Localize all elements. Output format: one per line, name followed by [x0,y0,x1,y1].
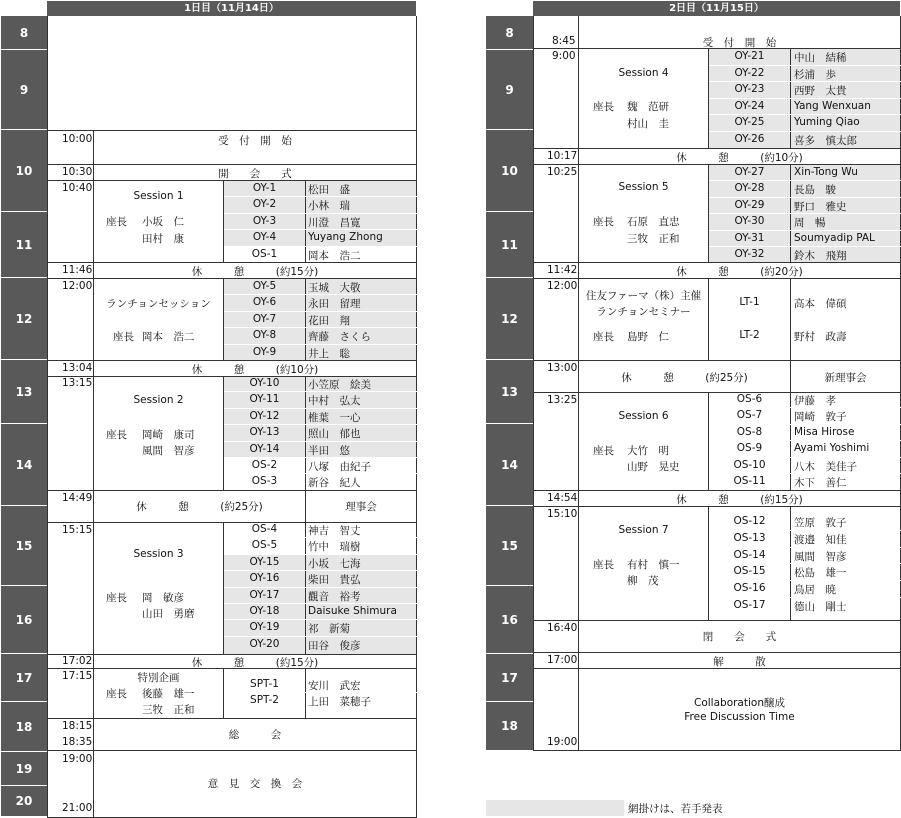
session1-title: Session 1 [133,190,184,202]
d2-time-1510: 15:10 [547,508,578,520]
special-presenter-name: 上田 菜穂子 [308,696,371,709]
time-2100: 21:00 [62,802,93,814]
session2-presenter-id: OY-11 [249,393,280,406]
session6-presenter-name: 岡崎 敦子 [794,411,847,424]
day2-hour-13: 13 [486,360,533,424]
session1-presenter-name: 川澄 昌寛 [308,216,361,229]
session5-chair2: 三牧 正和 [627,233,680,245]
session5-presenter-id: OY-27 [734,166,765,178]
session5-presenter-id: OY-32 [734,248,765,260]
day2-hour-10: 10 [486,130,533,212]
time-1315: 13:15 [62,377,93,389]
exchange-meeting: 意 見 交 換 会 [207,778,303,790]
session2-chair-label: 座長 [106,429,127,441]
d2-break-3: 休 憩 (約25分) [621,372,748,384]
session1-presenter-id: OY-4 [252,231,277,244]
session1-presenter-name: 松田 盛 [308,184,350,196]
session5-chair1: 石原 直忠 [627,216,680,228]
session5-presenter-id: OY-30 [734,215,765,228]
d2-break-4: 休 憩 (約15分) [676,494,803,506]
session5-presenter-id: OY-31 [734,231,765,244]
session6-presenter-id: OS-9 [736,442,763,455]
board-meeting: 理事会 [345,501,377,513]
lunch-presenter-id: OY-7 [252,312,277,325]
session4-presenter-name: 喜多 慎太郎 [794,135,857,147]
time-1304: 13:04 [62,362,93,374]
d2-dismiss: 解 散 [713,656,766,668]
session2-presenter-id: OY-12 [249,409,280,422]
session3-chair1: 岡 敏彦 [142,592,184,604]
session1-presenter-id: OY-2 [252,198,277,211]
day2-hour-16: 16 [486,586,533,654]
day1-hour-8: 8 [1,16,47,50]
session3-presenter-id: OY-16 [249,572,280,585]
session2-presenter-name: 半田 悠 [308,444,350,457]
session6-presenter-id: OS-8 [736,425,763,438]
d2-time-0845: 8:45 [552,35,576,47]
lunch-presenter-id: OY-9 [252,345,277,358]
session3-chair-label: 座長 [106,592,127,604]
d2-time-1300: 13:00 [547,362,578,374]
session5-presenter-id: OY-28 [734,182,765,195]
session7-presenter-name: 德山 剛士 [794,601,847,613]
session6-presenter-name: Misa Hirose [794,425,855,438]
session3-presenter-name: Daisuke Shimura [308,605,397,617]
session1-presenter-id: OY-1 [252,182,277,194]
session7-presenter-id: OS-16 [733,582,766,595]
session6-presenter-name: 木下 善仁 [794,477,847,489]
day1-hour-16: 16 [1,586,47,654]
special-presenter-id: SPT-2 [250,694,279,707]
day2-hour-14: 14 [486,424,533,506]
session4-presenter-name: Yuming Qiao [794,116,860,129]
session2-title: Session 2 [133,394,184,406]
session6-presenter-id: OS-11 [733,475,766,487]
session3-presenter-id: OY-19 [249,621,280,634]
session7-presenter-id: OS-12 [733,515,766,527]
d2-time-1325: 13:25 [547,394,578,406]
special-chair2: 三牧 正和 [142,704,195,716]
session5-presenter-name: 野口 雅史 [794,200,847,213]
session3-title: Session 3 [133,548,184,560]
session4-presenter-id: OY-21 [734,50,765,62]
session6-chair2: 山野 晃史 [627,461,680,473]
lt1-id: LT-1 [739,296,760,308]
day1-hour-14: 14 [1,424,47,506]
session1-chair-label: 座長 [106,216,127,228]
day1-hour-10: 10 [1,130,47,212]
day1-header: 1日目（11月14日） [47,1,416,16]
time-1040: 10:40 [62,182,93,194]
session5-chair-label: 座長 [593,216,614,228]
d2-break-1: 休 憩 (約10分) [676,152,803,164]
d2-time-0900: 9:00 [552,50,576,62]
d2-time-1454: 14:54 [547,492,578,504]
lunch-presenter-name: 玉城 大敬 [308,282,361,294]
break-3: 休 憩 (約25分) [136,501,263,513]
session5-presenter-name: 長島 駿 [794,184,836,197]
session4-presenter-id: OY-23 [734,83,765,96]
legend-text: 網掛けは、若手発表 [628,803,723,815]
session3-presenter-name: 祁 新菊 [308,623,350,636]
d2-new-board: 新理事会 [824,372,867,384]
session1-chair1: 小坂 仁 [142,216,184,228]
d2-lunch-chair: 島野 仁 [627,331,669,343]
session7-presenter-name: 笠原 敦子 [794,517,847,529]
break-4: 休 憩 (約15分) [191,657,319,669]
lunch-presenter-id: OY-6 [252,296,277,309]
lunch-presenter-name: 齊藤 さくら [308,331,371,344]
time-1900: 19:00 [62,753,93,765]
session6-presenter-id: OS-7 [736,409,763,422]
session4-presenter-id: OY-24 [734,99,765,112]
session4-presenter-id: OY-26 [734,133,765,145]
session4-presenter-name: 杉浦 歩 [794,68,836,81]
session6-presenter-id: OS-6 [736,393,763,405]
special-chair-label: 座長 [106,688,127,700]
legend-swatch [486,800,624,816]
session7-presenter-name: 松島 雄一 [794,567,847,580]
session3-presenter-name: 神吉 智丈 [308,525,361,537]
day2-hour-9: 9 [486,50,533,130]
session6-presenter-name: 八木 美佳子 [794,460,857,473]
session5-presenter-name: 鈴木 飛翔 [794,250,847,262]
session2-presenter-name: 照山 郁也 [308,428,361,441]
day2-hour-12: 12 [486,278,533,360]
session6-presenter-name: Ayami Yoshimi [794,442,870,455]
session3-presenter-name: 柴田 貴弘 [308,574,361,587]
session4-presenter-id: OY-25 [734,116,765,129]
session2-presenter-id: OS-3 [251,475,278,488]
session3-presenter-id: OY-18 [249,605,280,617]
time-1030: 10:30 [62,166,93,178]
day2-header: 2日目（11月15日） [533,1,900,16]
session7-presenter-id: OS-17 [733,599,766,611]
session4-presenter-id: OY-22 [734,66,765,79]
time-1815: 18:15 [62,720,93,732]
day2-hour-8: 8 [486,16,533,50]
d2-time-1700: 17:00 [547,654,578,666]
time-1146: 11:46 [62,264,93,276]
time-1515: 15:15 [62,524,93,536]
session3-presenter-id: OY-17 [249,588,280,601]
session6-title: Session 6 [618,410,669,422]
session2-presenter-id: OS-2 [251,459,278,471]
session3-presenter-name: 竹中 瑞樹 [308,541,361,554]
day2-hour-18: 18 [486,702,533,751]
day2-hour-17: 17 [486,654,533,702]
session6-presenter-id: OS-10 [733,458,766,471]
lunch-presenter-id: OY-5 [252,280,277,292]
day1-hour-19: 19 [1,752,47,786]
reception-open: 受 付 開 始 [218,135,292,147]
general-meeting: 総 会 [228,729,282,741]
session2-presenter-name: 八塚 由紀子 [308,461,371,473]
break-1: 休 憩 (約15分) [191,266,319,278]
lunch-chair: 岡本 浩二 [142,331,195,343]
session2-chair1: 岡崎 康司 [142,429,195,441]
time-1702: 17:02 [62,655,93,667]
d2-time-1200: 12:00 [547,280,578,292]
d2-collab-1: Collaboration醸成 [694,697,785,709]
lunch-title: ランチョンセッション [106,298,211,310]
d2-break-2: 休 憩 (約20分) [676,266,803,278]
d2-lunch-title1: 住友ファーマ（株）主催 [585,290,702,302]
day2-hour-11: 11 [486,212,533,278]
d2-lunch-chair-label: 座長 [593,331,614,343]
session7-chair2: 柳 茂 [627,575,659,587]
session7-presenter-id: OS-15 [733,565,766,578]
time-1200: 12:00 [62,280,93,292]
d2-time-1017: 10:17 [547,150,578,162]
lunch-presenter-name: 花田 翔 [308,314,350,327]
session4-title: Session 4 [618,67,669,79]
session7-presenter-name: 風間 智彦 [794,550,847,563]
lt1-name: 高本 偉碩 [794,298,847,310]
special-presenter-name: 安川 武宏 [308,680,361,692]
session5-presenter-name: 周 暢 [794,217,826,230]
session5-title: Session 5 [618,181,669,193]
session3-presenter-name: 觀音 裕考 [308,590,361,603]
session2-chair2: 風間 智彦 [142,445,195,457]
session3-presenter-id: OY-20 [249,637,280,650]
session7-presenter-id: OS-14 [733,548,766,561]
lunch-presenter-id: OY-8 [252,329,277,342]
session4-chair2: 村山 圭 [627,118,669,130]
d2-closing: 閉 会 式 [702,631,777,643]
session7-presenter-name: 鳥居 暁 [794,584,836,597]
d2-collab-2: Free Discussion Time [684,711,795,723]
session2-presenter-id: OY-14 [249,442,280,455]
session7-presenter-id: OS-13 [733,531,766,544]
session2-presenter-name: 中村 弘太 [308,395,361,408]
session1-presenter-name: Yuyang Zhong [308,231,383,244]
day1-hour-15: 15 [1,506,47,586]
time-1449: 14:49 [62,492,93,504]
session5-presenter-name: Soumyadip PAL [794,231,875,244]
break-2: 休 憩 (約10分) [191,364,319,376]
session4-chair1: 魏 范研 [627,101,669,113]
d2-time-1640: 16:40 [547,622,578,634]
session2-presenter-name: 小笠原 絵美 [308,379,371,391]
session4-presenter-name: 中山 結稀 [794,52,847,64]
session7-title: Session 7 [618,524,669,536]
d2-reception-open: 受 付 開 始 [702,37,777,49]
session7-chair1: 有村 慎一 [627,559,680,571]
session3-presenter-id: OY-15 [249,555,280,568]
special-chair1: 後藤 雄一 [142,688,195,700]
session5-presenter-name: Xin-Tong Wu [794,166,858,178]
day1-hour-20: 20 [1,786,47,817]
session4-presenter-name: 西野 太貴 [794,85,847,98]
session1-presenter-id: OS-1 [251,247,278,260]
session3-presenter-id: OS-4 [251,523,278,535]
session3-presenter-name: 田谷 俊彦 [308,639,361,652]
special-title: 特別企画 [137,672,180,684]
session1-chair2: 田村 康 [142,233,184,245]
day2-hour-15: 15 [486,506,533,586]
session3-presenter-id: OS-5 [251,539,278,552]
session6-chair-label: 座長 [593,445,614,457]
d2-time-1025: 10:25 [547,166,578,178]
d2-time-1142: 11:42 [547,264,578,276]
session1-presenter-name: 小林 瑞 [308,200,350,213]
session4-presenter-name: Yang Wenxuan [794,99,871,112]
session7-presenter-name: 渡邉 知佳 [794,533,847,546]
d2-lunch-title2: ランチョンセミナー [596,306,691,318]
session5-presenter-id: OY-29 [734,198,765,211]
session2-presenter-id: OY-10 [249,377,280,389]
session6-presenter-name: 伊藤 孝 [794,395,836,407]
session7-chair-label: 座長 [593,559,614,571]
opening-ceremony: 開 会 式 [218,168,292,180]
session6-chair1: 大竹 明 [627,445,669,457]
day1-hour-17: 17 [1,654,47,702]
session1-presenter-name: 岡本 浩二 [308,249,361,262]
lunch-chair-label: 座長 [113,331,134,343]
day1-hour-18: 18 [1,702,47,752]
time-1835: 18:35 [62,736,93,748]
special-presenter-id: SPT-1 [250,678,279,690]
d2-time-1900: 19:00 [547,736,578,748]
day1-hour-13: 13 [1,360,47,424]
lt2-id: LT-2 [739,329,760,341]
lt2-name: 野村 政壽 [794,331,847,343]
time-1715: 17:15 [62,670,93,682]
session2-presenter-name: 新谷 紀人 [308,477,361,490]
time-1000: 10:00 [62,133,93,145]
session1-presenter-id: OY-3 [252,214,277,227]
session3-presenter-name: 小坂 七海 [308,557,361,570]
day1-hour-11: 11 [1,212,47,278]
session3-chair2: 山田 勇磨 [142,608,195,620]
lunch-presenter-name: 永田 留理 [308,298,361,311]
session4-chair-label: 座長 [593,101,614,113]
session2-presenter-name: 椎葉 一心 [308,411,361,424]
day1-hour-12: 12 [1,278,47,360]
session2-presenter-id: OY-13 [249,426,280,439]
day1-hour-9: 9 [1,50,47,130]
lunch-presenter-name: 井上 聡 [308,347,350,360]
